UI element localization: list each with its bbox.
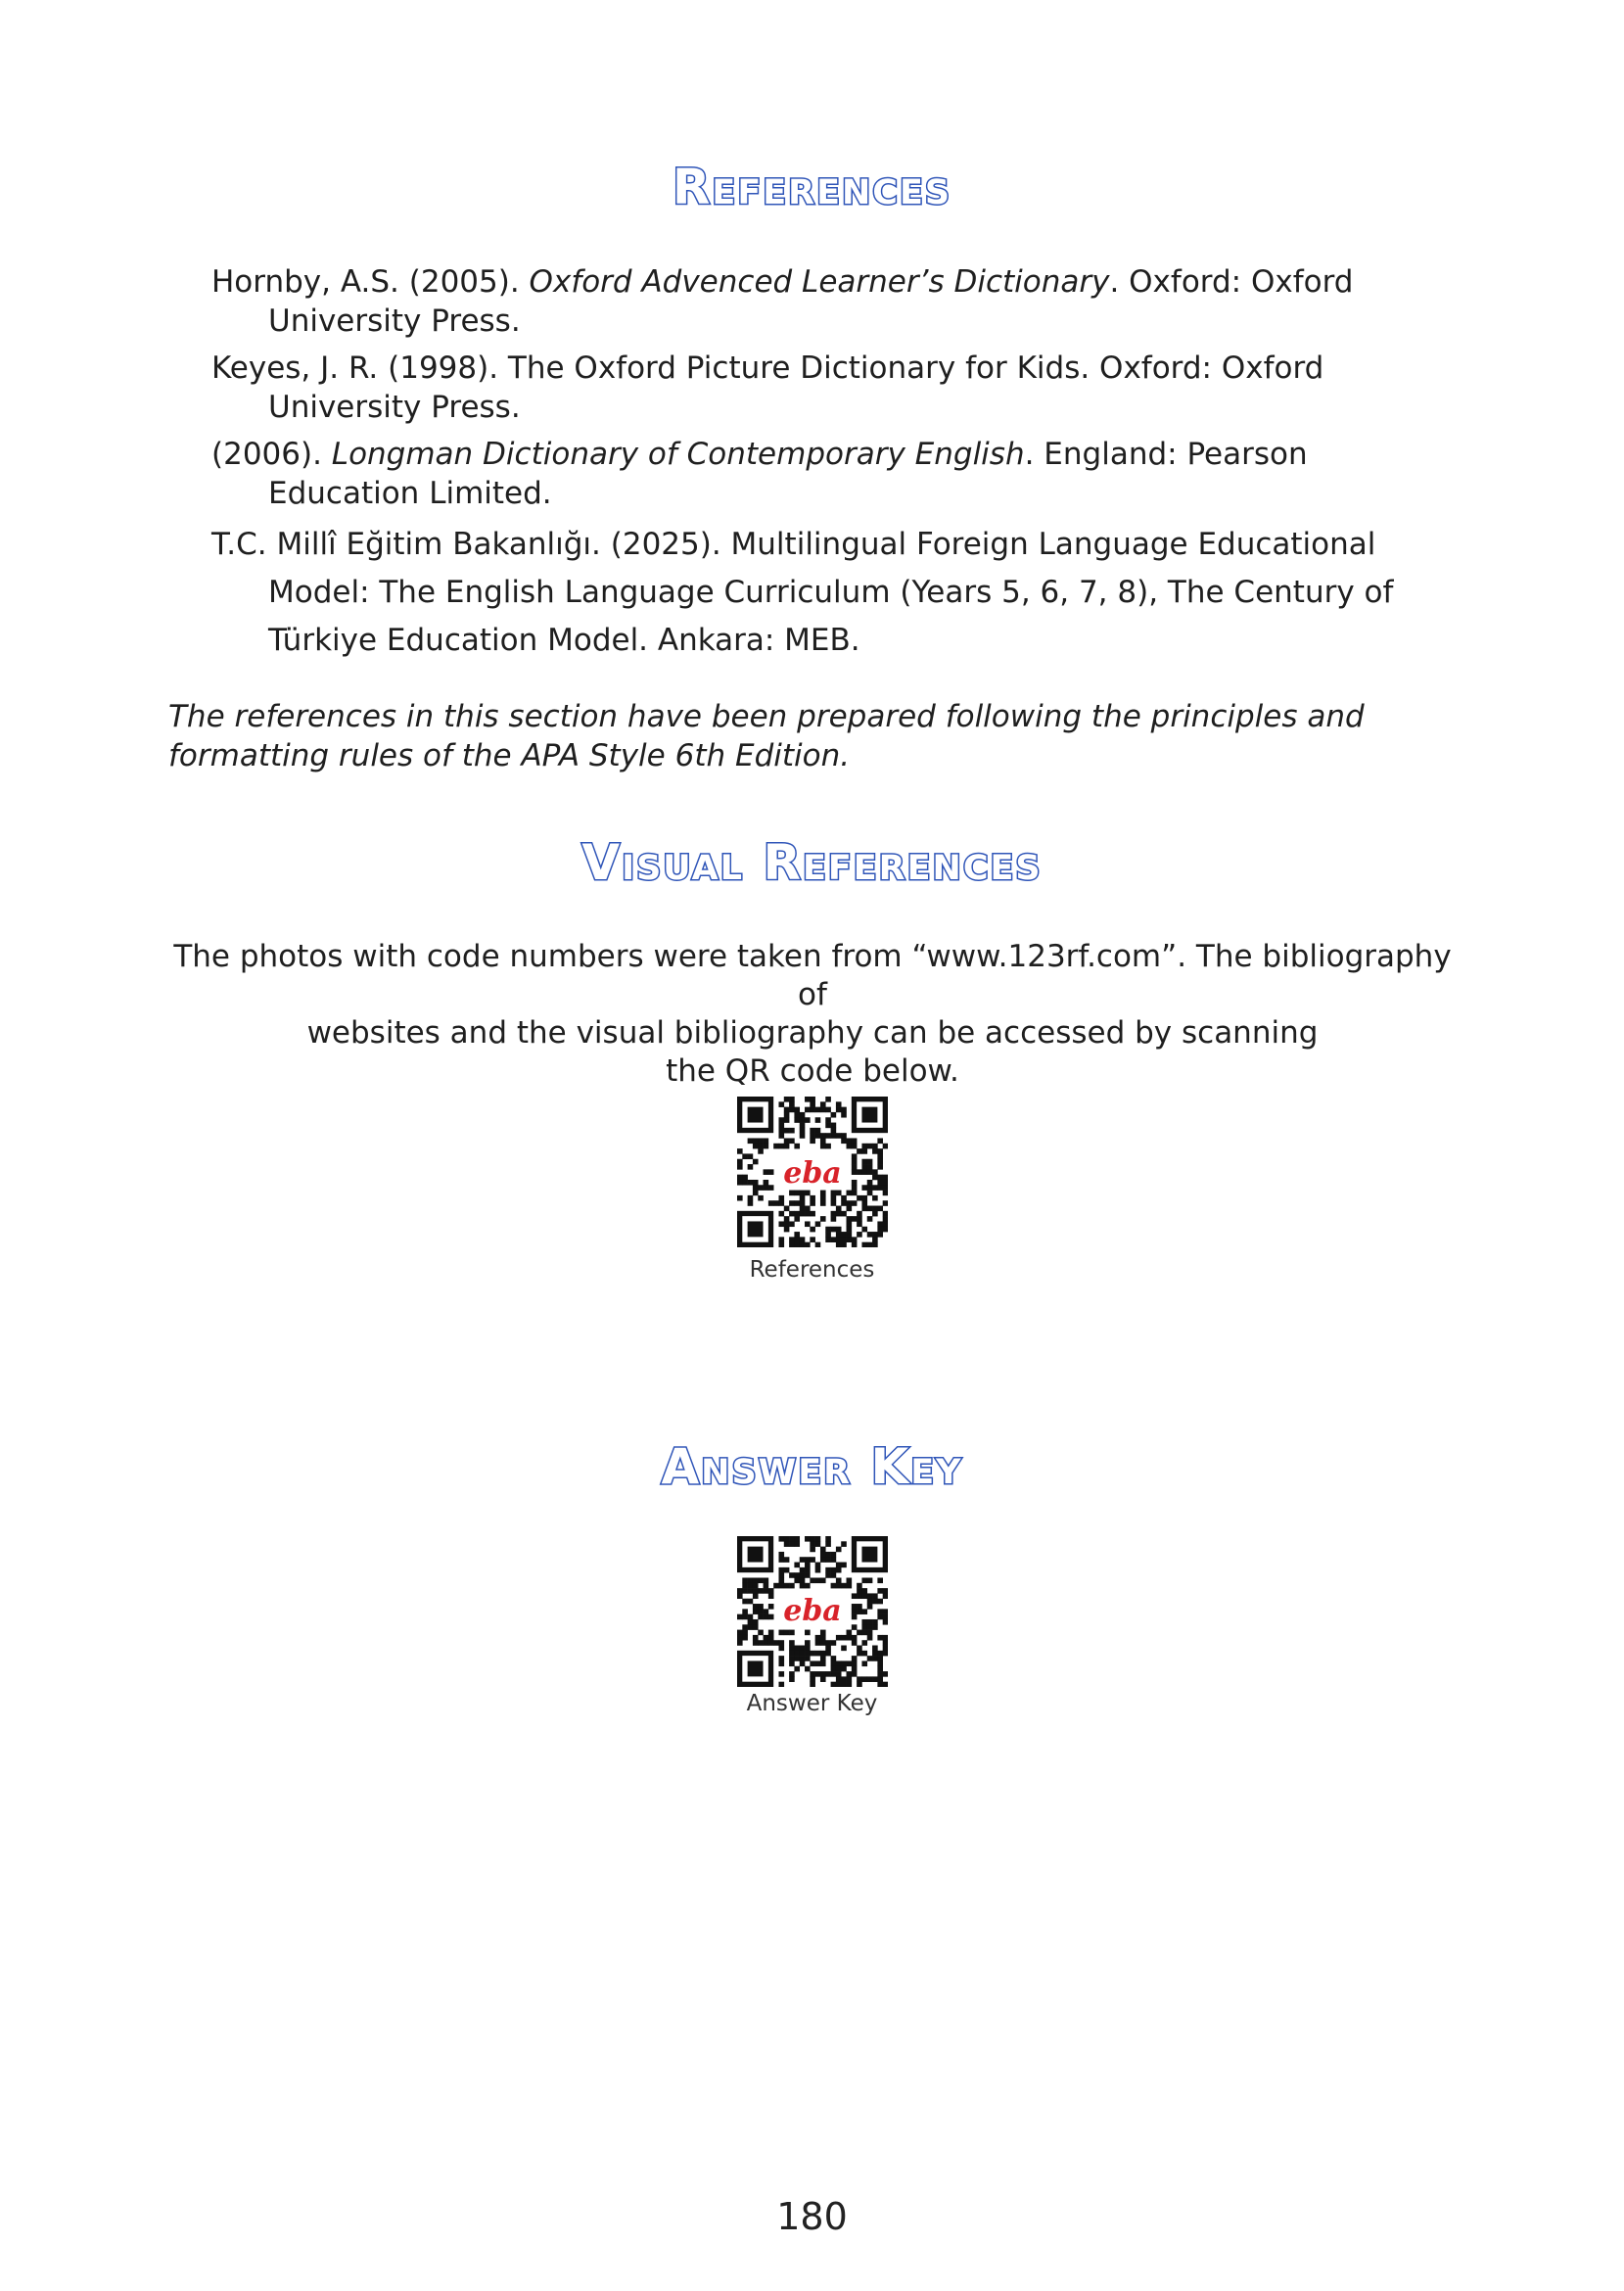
answer-key-qr-code[interactable]: [737, 1536, 888, 1687]
visual-references-line: the QR code below.: [666, 1053, 959, 1089]
visual-references-line: The photos with code numbers were taken from “www.123rf.com”. The bibliography of: [173, 939, 1452, 1012]
answer-key-qr-caption: Answer Key: [746, 1691, 878, 1716]
apa-style-note: The references in this section have been prepared following the principles and formatting rules of the APA Style 6th Edition.: [168, 699, 1365, 773]
reference-title: Oxford Advenced Learner’s Dictionary: [529, 264, 1110, 300]
references-heading: References: [672, 159, 952, 215]
page-number: 180: [776, 2195, 848, 2238]
reference-item: [211, 521, 1455, 665]
answer-key-heading: Answer Key: [661, 1438, 963, 1495]
references-qr-block: [0, 1097, 1624, 1283]
references-qr-code[interactable]: [737, 1097, 888, 1247]
answer-key-qr-block: [0, 1536, 1624, 1716]
reference-text: (2006).: [211, 437, 332, 472]
reference-text: . Oxford: Oxford University Press.: [268, 264, 1354, 339]
visual-references-heading: Visual References: [581, 834, 1043, 891]
visual-references-text: [157, 938, 1468, 1091]
eba-logo-text: eba: [782, 1594, 842, 1628]
reference-text: Hornby, A.S. (2005).: [211, 264, 530, 300]
eba-logo-text: eba: [782, 1156, 842, 1191]
reference-item: [211, 435, 1455, 513]
reference-item: [211, 349, 1455, 427]
reference-text: Keyes, J. R. (1998). The Oxford Picture Dictionary for Kids. Oxford: Oxford University Press.: [211, 351, 1324, 425]
reference-text: . England: Pearson Education Limited.: [268, 437, 1308, 511]
references-qr-caption: References: [749, 1257, 875, 1283]
visual-references-line: websites and the visual bibliography can be accessed by scanning: [306, 1015, 1319, 1051]
reference-list: [211, 262, 1455, 673]
reference-title: Longman Dictionary of Contemporary English: [331, 437, 1025, 472]
reference-item: [211, 262, 1455, 341]
reference-text: T.C. Millî Eğitim Bakanlığı. (2025). Multilingual Foreign Language Educational Model: The English Language Curriculum (Years 5, 6, 7, 8), The Century of Türkiye Education Model. Ankara: MEB.: [211, 527, 1394, 658]
